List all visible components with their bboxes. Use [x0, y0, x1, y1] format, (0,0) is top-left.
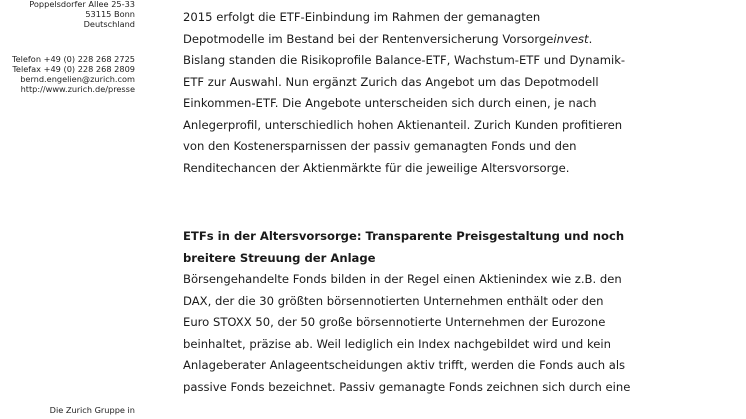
text-line: Börsengehandelte Fonds bilden in der Regel einen Aktienindex wie z.B. den: [183, 272, 622, 286]
address-street: Poppelsdorfer Allee 25-33: [29, 0, 135, 9]
text-line: Anlegerprofil, unterschiedlich hohen Aktienanteil. Zurich Kunden profitieren: [183, 117, 623, 132]
phone-number: Telefon +49 (0) 228 268 2725: [11, 54, 135, 64]
heading-line: breitere Streuung der Anlage: [183, 250, 376, 265]
paragraph-etf-explanation: [183, 269, 630, 398]
text-line: passive Fonds bezeichnet. Passiv gemanagte Fonds zeichnen sich durch eine: [183, 379, 631, 394]
text-line: Euro STOXX 50, der 50 große börsennotierte Unternehmen der Eurozone: [183, 315, 606, 329]
group-note-text: Die Zurich Gruppe in: [49, 405, 135, 415]
text-line: beinhaltet, präzise ab. Weil lediglich ein Index nachgebildet wird und kein: [183, 336, 611, 351]
text-segment: Depotmodelle im Bestand bei der Rentenversicherung Vorsorge: [183, 31, 554, 46]
email-address[interactable]: bernd.engelien@zurich.com: [20, 74, 135, 84]
text-line: DAX, der die 30 größten börsennotierten Unternehmen enthält oder den: [183, 293, 604, 308]
address-block: [0, 0, 135, 29]
group-note: [0, 405, 135, 415]
text-emphasis: invest: [553, 31, 589, 46]
paragraph-etf-integration: [183, 7, 625, 179]
section-heading: [183, 226, 624, 269]
text-line: Anlageberater Anlageentscheidungen aktiv trifft, werden die Fonds auch als: [183, 358, 626, 372]
text-line: Einkommen-ETF. Die Angebote unterscheiden sich durch einen, je nach: [183, 96, 597, 110]
address-city: 53115 Bonn: [85, 9, 135, 19]
text-line: Bislang standen die Risikoprofile Balance-ETF, Wachstum-ETF und Dynamik-: [183, 53, 626, 67]
heading-line: ETFs in der Altersvorsorge: Transparente Preisgestaltung und noch: [183, 229, 625, 243]
text-line: 2015 erfolgt die ETF-Einbindung im Rahmen der gemanagten: [183, 10, 541, 24]
address-country: Deutschland: [83, 19, 135, 29]
press-url[interactable]: http://www.zurich.de/presse: [20, 84, 135, 94]
text-line: [183, 29, 625, 51]
contact-block: [0, 54, 135, 94]
text-line: Renditechancen der Aktienmärkte für die jeweilige Altersvorsorge.: [183, 160, 570, 175]
fax-number: Telefax +49 (0) 228 268 2809: [12, 64, 135, 74]
text-line: ETF zur Auswahl. Nun ergänzt Zurich das Angebot um das Depotmodell: [183, 74, 599, 89]
text-segment: .: [588, 31, 593, 46]
text-line: von den Kostenersparnissen der passiv gemanagten Fonds und den: [183, 139, 577, 153]
